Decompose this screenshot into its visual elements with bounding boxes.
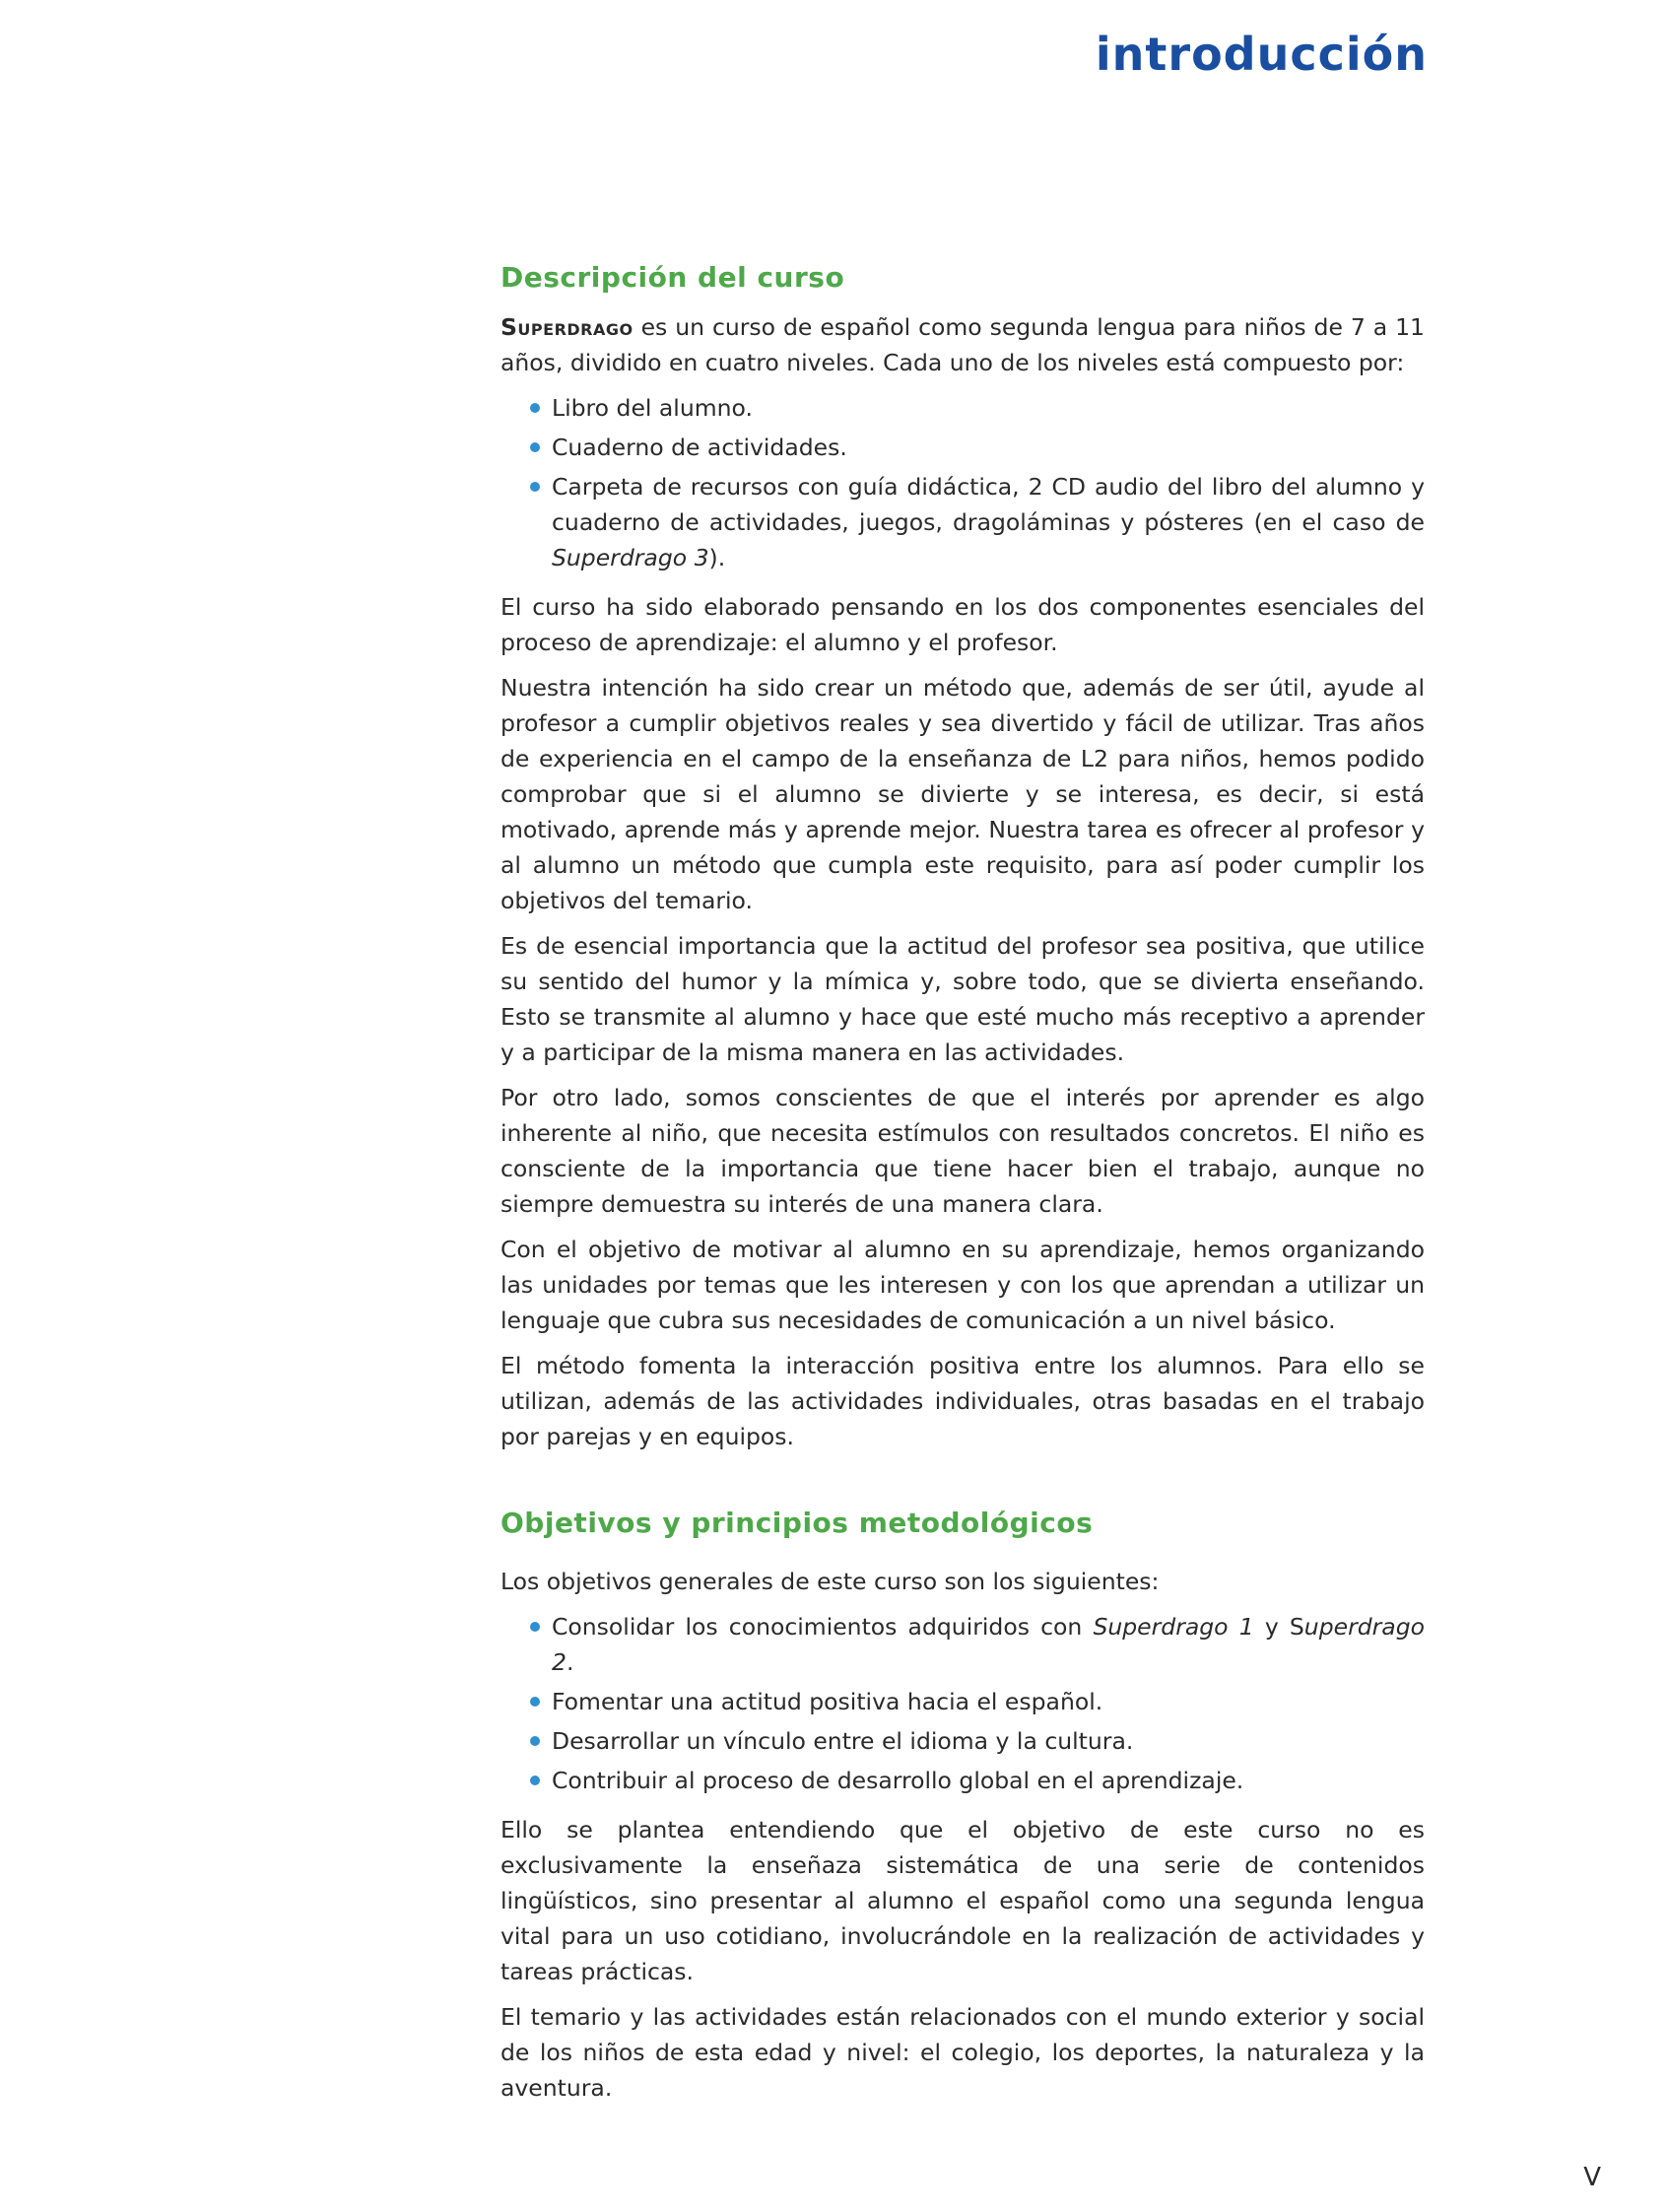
section-heading-descripcion: Descripción del curso — [500, 261, 845, 294]
document-body — [500, 260, 1425, 2115]
paragraph-intro — [500, 309, 1425, 380]
objectives-list — [500, 1609, 1425, 1798]
brand-name: Superdrago — [500, 313, 634, 342]
paragraph: El método fomenta la interacción positiva entre los alumnos. Para ello se utilizan, además de las actividades individuales, otras basadas en el trabajo por parejas y en equipos. — [500, 1352, 1425, 1451]
paragraph-objectives-intro: Los objetivos generales de este curso son los siguientes: — [500, 1567, 1160, 1595]
page-number: V — [1583, 2163, 1601, 2192]
bullet-icon — [530, 1736, 540, 1746]
italic-title: Superdrago 3 — [552, 544, 709, 572]
bullet-icon — [530, 1697, 540, 1707]
bullet-icon — [530, 482, 540, 492]
list-item: Cuaderno de actividades. — [530, 430, 1425, 465]
list-item: Contribuir al proceso de desarrollo global en el aprendizaje. — [530, 1763, 1425, 1798]
components-list — [500, 390, 1425, 575]
paragraph: Nuestra intención ha sido crear un método que, además de ser útil, ayude al profesor a cumplir objetivos reales y sea divertido y fácil de utilizar. Tras años de experiencia en el campo de la enseñanza de L2 para niños, hemos podido comprobar que si el alumno se divierte y se interesa, es decir, si está motivado, aprende más y aprende mejor. Nuestra tarea es ofrecer al profesor y al alumno un método que cumpla este requisito, para así poder cumplir los objetivos del temario. — [500, 674, 1425, 915]
paragraph: El temario y las actividades están relacionados con el mundo exterior y social de los niños de esta edad y nivel: el colegio, los deportes, la naturaleza y la aventura. — [500, 2002, 1425, 2102]
paragraph: Es de esencial importancia que la actitud del profesor sea positiva, que utilice su sentido del humor y la mímica y, sobre todo, que se divierta enseñando. Esto se transmite al alumno y hace que esté mucho más receptivo a aprender y a participar de la misma manera en las actividades. — [500, 932, 1425, 1067]
bullet-icon — [530, 442, 540, 452]
page-header-title: introducción — [1095, 28, 1428, 81]
list-item: Consolidar los conocimientos adquiridos con Superdrago 1 y Superdrago 2. — [530, 1609, 1425, 1680]
paragraph: Con el objetivo de motivar al alumno en su aprendizaje, hemos organizando las unidades por temas que les interesen y con los que aprendan a utilizar un lenguaje que cubra sus necesidades de comunicación a un nivel básico. — [500, 1236, 1425, 1335]
bullet-icon — [530, 1622, 540, 1632]
list-item: Fomentar una actitud positiva hacia el español. — [530, 1684, 1425, 1719]
list-item: Desarrollar un vínculo entre el idioma y la cultura. — [530, 1723, 1425, 1759]
list-item: Carpeta de recursos con guía didáctica, 2 CD audio del libro del alumno y cuaderno de actividades, juegos, dragoláminas y pósteres (en el caso de Superdrago 3). — [530, 469, 1425, 575]
bullet-icon — [530, 403, 540, 413]
paragraph: El curso ha sido elaborado pensando en los dos componentes esenciales del proceso de aprendizaje: el alumno y el profesor. — [500, 593, 1425, 657]
list-item: Libro del alumno. — [530, 390, 1425, 426]
section-heading-objetivos: Objetivos y principios metodológicos — [500, 1507, 1094, 1540]
paragraph: Ello se plantea entendiendo que el objetivo de este curso no es exclusivamente la enseñaza sistemática de una serie de contenidos lingüísticos, sino presentar al alumno el español como una segunda lengua vital para un uso cotidiano, involucrándole en la realización de actividades y tareas prácticas. — [500, 1815, 1425, 1985]
intro-text: es un curso de español como segunda lengua para niños de 7 a 11 años, dividido en cuatro niveles. Cada uno de los niveles está compuesto por: — [500, 313, 1425, 377]
bullet-icon — [530, 1776, 540, 1785]
paragraph: Por otro lado, somos conscientes de que el interés por aprender es algo inherente al niño, que necesita estímulos con resultados concretos. El niño es consciente de la importancia que tiene hacer bien el trabajo, aunque no siempre demuestra su interés de una manera clara. — [500, 1084, 1425, 1219]
